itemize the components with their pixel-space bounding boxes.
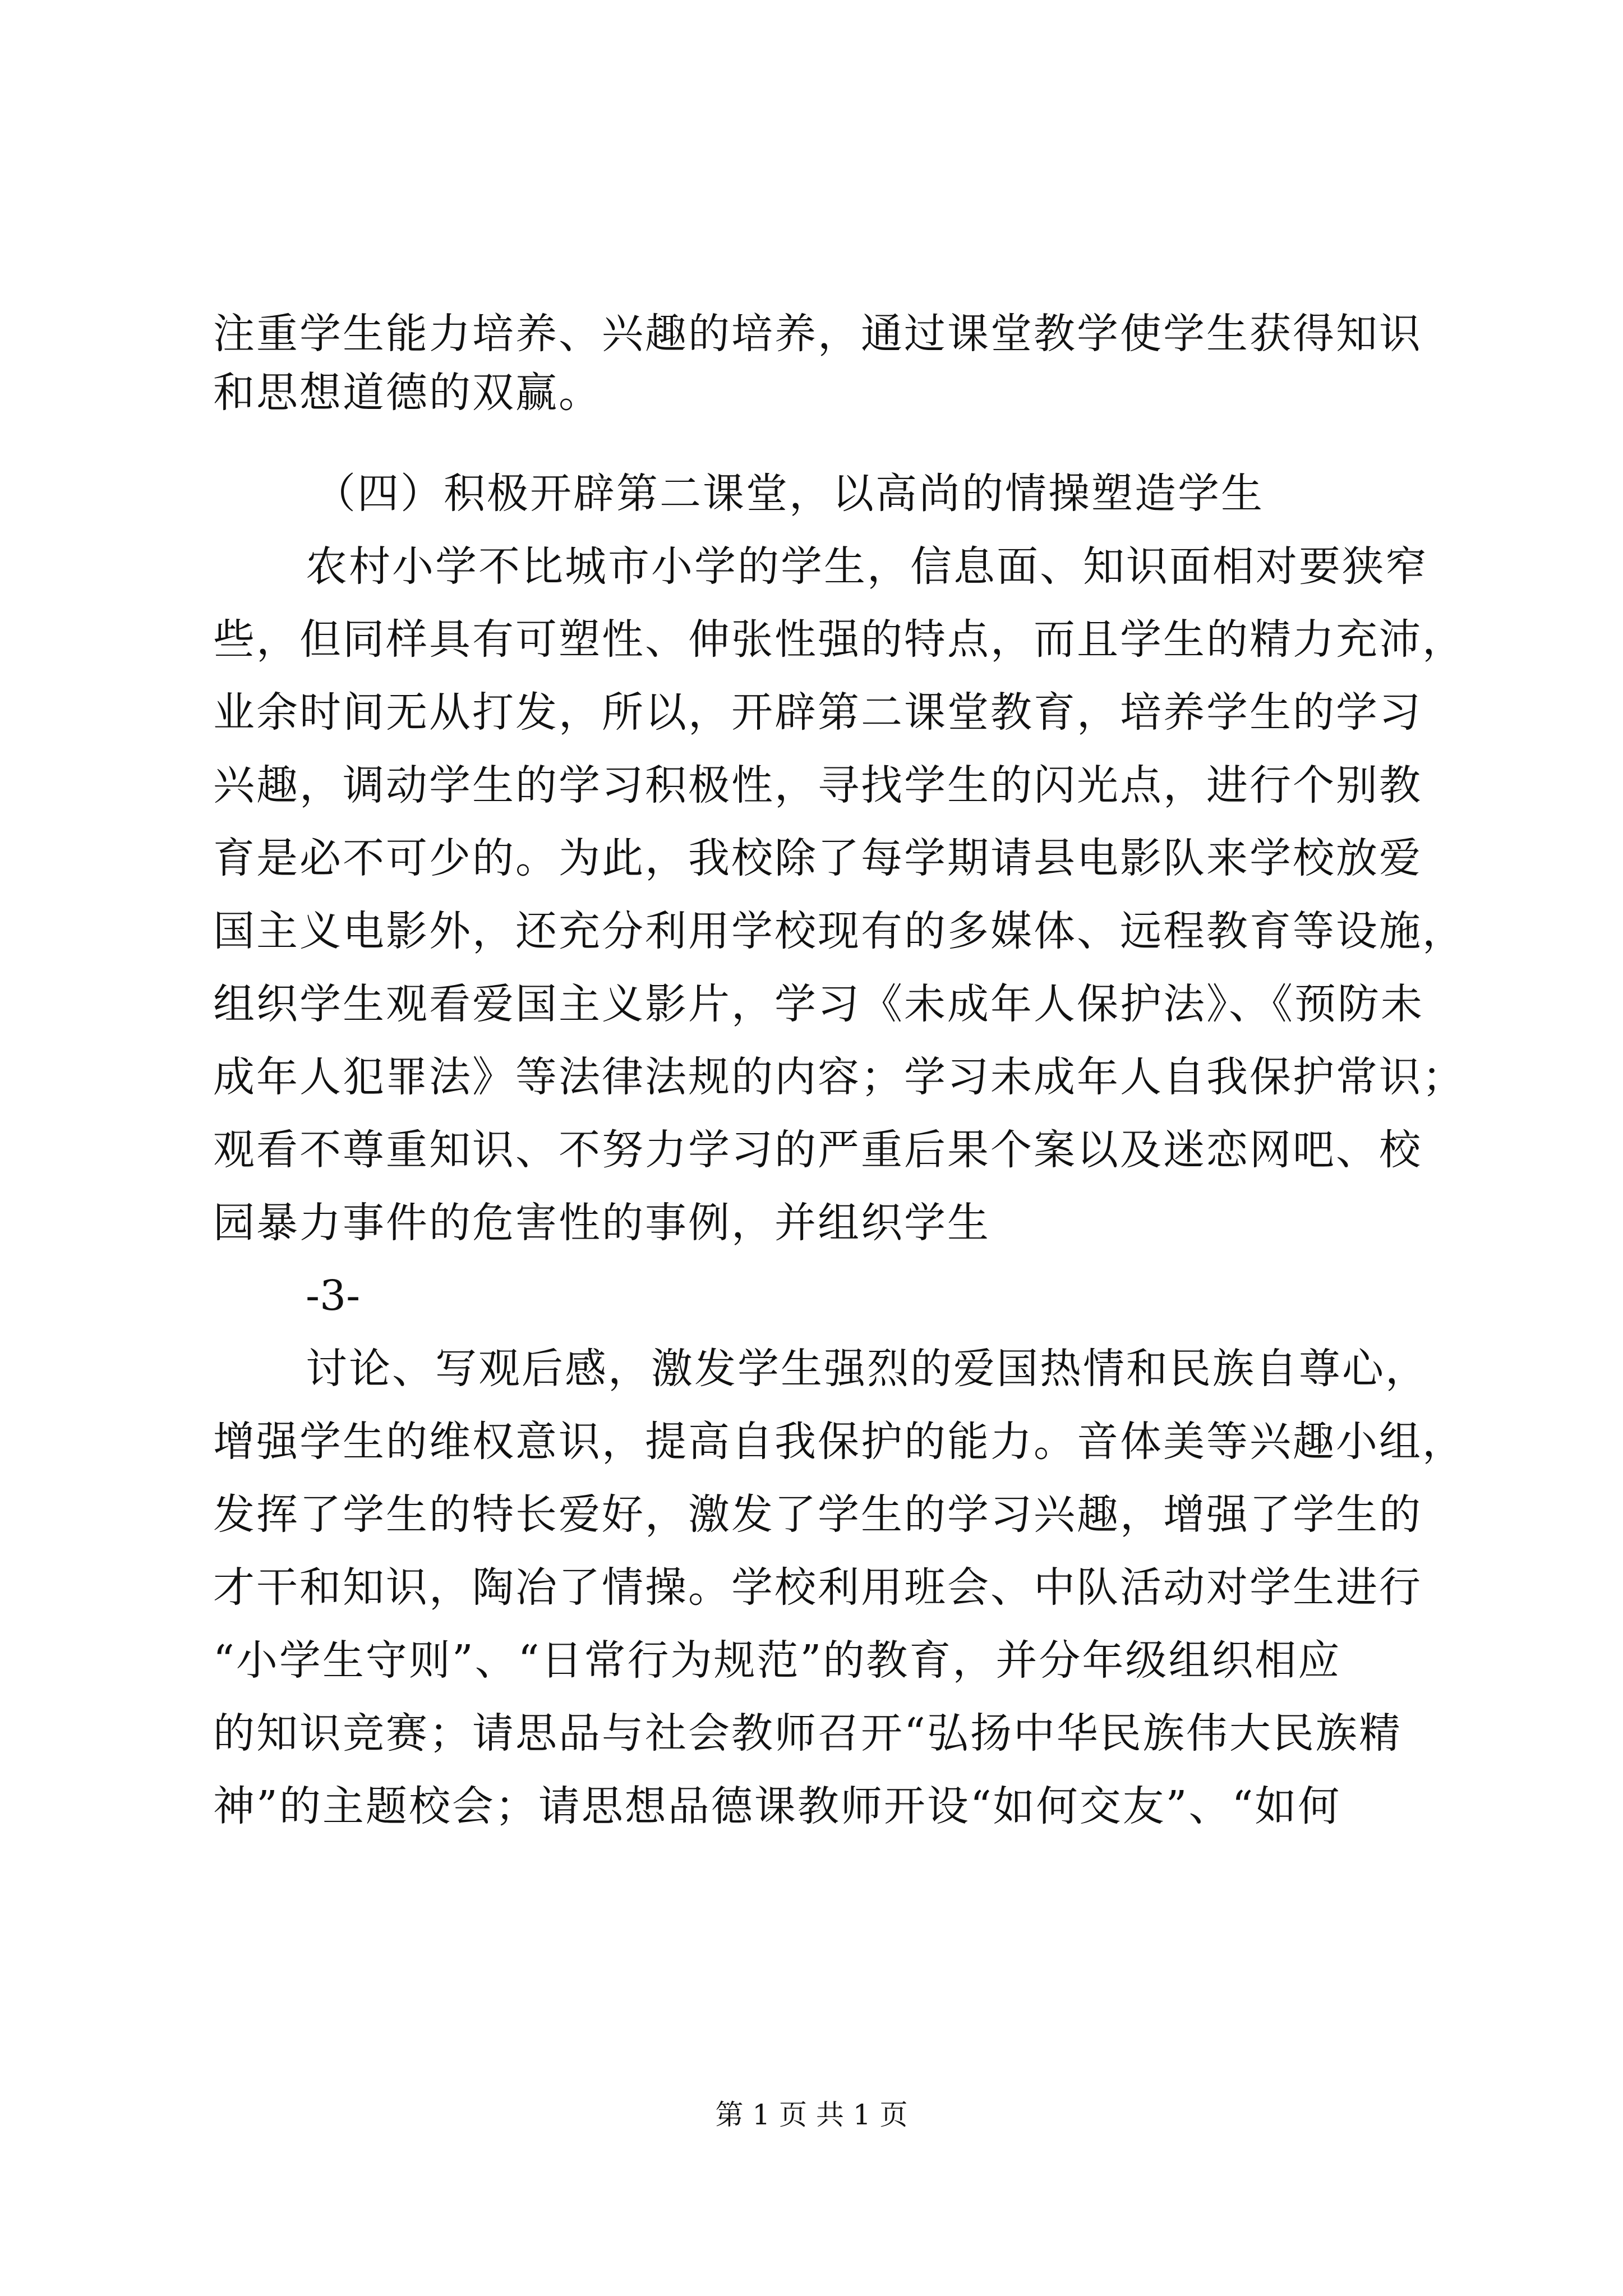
body-text-line: 成年人犯罪法》等法律法规的内容；学习未成年人自我保护常识；	[213, 1053, 1465, 1101]
body-text-line: 讨论、写观后感，激发学生强烈的爱国热情和民族自尊心，	[306, 1345, 1428, 1393]
body-text-line: 组织学生观看爱国主义影片，学习《未成年人保护法》、《预防未	[213, 980, 1424, 1028]
body-text-line: 神”的主题校会；请思想品德课教师开设“如何交友”、“如何	[213, 1782, 1341, 1830]
body-text-line: 农村小学不比城市小学的学生，信息面、知识面相对要狭窄	[306, 542, 1428, 591]
body-text-line: 国主义电影外，还充分利用学校现有的多媒体、远程教育等设施，	[213, 907, 1465, 955]
page-marker: -3-	[306, 1272, 361, 1320]
body-text-line: 兴趣，调动学生的学习积极性，寻找学生的闪光点，进行个别教	[213, 761, 1422, 809]
body-text-line: 注重学生能力培养、兴趣的培养，通过课堂教学使学生获得知识	[213, 310, 1422, 358]
body-text-line: 观看不尊重知识、不努力学习的严重后果个案以及迷恋网吧、校	[213, 1126, 1422, 1174]
body-text-line: 才干和知识，陶冶了情操。学校利用班会、中队活动对学生进行	[213, 1563, 1422, 1612]
body-text-line: 些，但同样具有可塑性、伸张性强的特点，而且学生的精力充沛，	[213, 615, 1465, 664]
body-text-line: 业余时间无从打发，所以，开辟第二课堂教育，培养学生的学习	[213, 688, 1422, 737]
section-heading: （四）积极开辟第二课堂，以高尚的情操塑造学生	[314, 470, 1264, 518]
body-text-line: 园暴力事件的危害性的事例，并组织学生	[213, 1199, 990, 1247]
body-text-line: 发挥了学生的特长爱好，激发了学生的学习兴趣，增强了学生的	[213, 1490, 1422, 1539]
body-text-line: 育是必不可少的。为此，我校除了每学期请县电影队来学校放爱	[213, 834, 1422, 882]
body-text-line: 增强学生的维权意识，提高自我保护的能力。音体美等兴趣小组，	[213, 1418, 1465, 1466]
body-text-line: 的知识竞赛；请思品与社会教师召开“弘扬中华民族伟大民族精	[213, 1709, 1402, 1757]
body-text-line: 和思想道德的双赢。	[213, 369, 602, 417]
body-text-line: “小学生守则”、“日常行为规范”的教育，并分年级组织相应	[213, 1636, 1341, 1685]
page-footer: 第 1 页 共 1 页	[715, 2099, 908, 2131]
